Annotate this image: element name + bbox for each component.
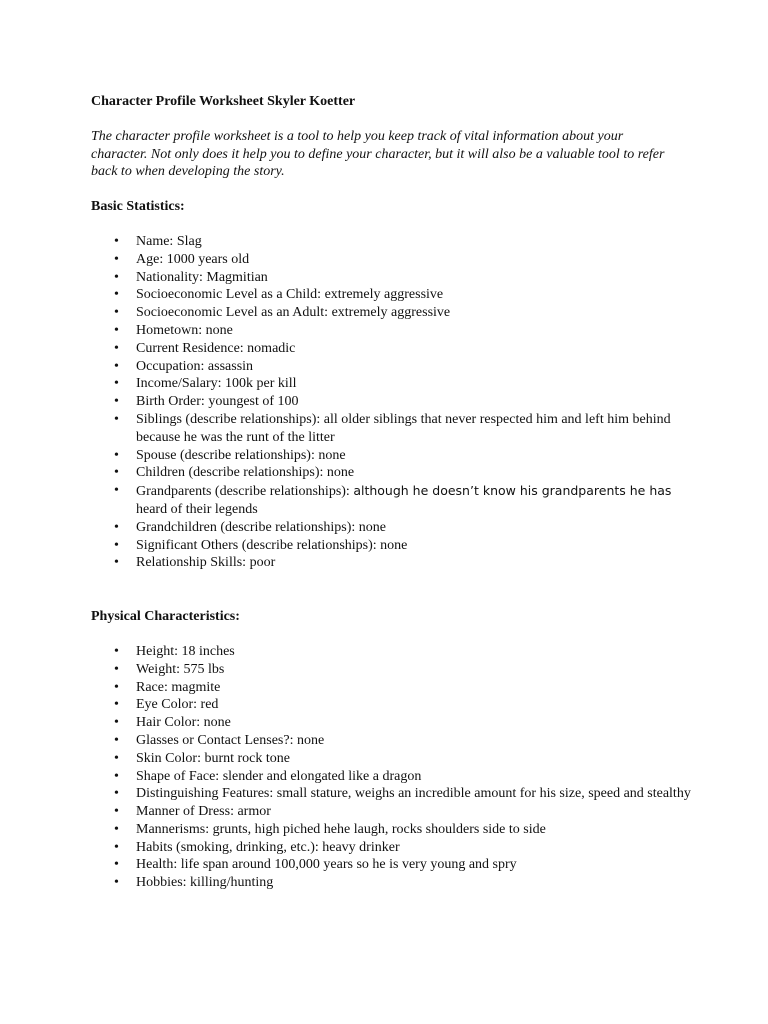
list-item-text: Manner of Dress: armor xyxy=(136,804,271,820)
list-item-text: Occupation: assassin xyxy=(136,358,254,374)
list-item xyxy=(91,269,691,287)
list-item xyxy=(91,768,691,786)
list-item xyxy=(91,393,691,411)
bullet-icon: • xyxy=(114,287,119,303)
bullet-icon: • xyxy=(114,519,119,535)
bullet-icon: • xyxy=(114,537,119,553)
list-item-text: Name: Slag xyxy=(136,233,202,249)
grandparents-answer: although he doesn’t know his grandparents he has xyxy=(353,483,672,499)
list-item xyxy=(91,251,691,269)
list-item xyxy=(91,519,691,537)
list-item-text: Height: 18 inches xyxy=(136,643,235,659)
list-item-text: Current Residence: nomadic xyxy=(136,340,296,356)
document-page xyxy=(91,93,691,892)
list-item xyxy=(91,233,691,251)
list-item-text: Eye Color: red xyxy=(136,697,219,713)
bullet-icon: • xyxy=(114,732,119,748)
basic-statistics-list xyxy=(91,233,691,572)
physical-characteristics-heading: Physical Characteristics: xyxy=(91,609,240,625)
list-item xyxy=(91,464,691,482)
physical-characteristics-list xyxy=(91,643,691,892)
list-item-text: Age: 1000 years old xyxy=(136,251,250,267)
bullet-icon: • xyxy=(114,269,119,285)
bullet-icon: • xyxy=(114,465,119,481)
bullet-icon: • xyxy=(114,750,119,766)
bullet-icon: • xyxy=(114,251,119,267)
list-item xyxy=(91,732,691,750)
list-item-text: Mannerisms: grunts, high piched hehe laugh, rocks shoulders side to side xyxy=(136,821,546,837)
list-item xyxy=(91,750,691,768)
list-item xyxy=(91,856,691,874)
bullet-icon: • xyxy=(114,340,119,356)
list-item-text: Hobbies: killing/hunting xyxy=(136,875,274,891)
bullet-icon: • xyxy=(114,875,119,891)
list-item xyxy=(91,679,691,697)
bullet-icon: • xyxy=(114,411,119,427)
bullet-icon: • xyxy=(114,394,119,410)
bullet-icon: • xyxy=(114,447,119,463)
bullet-icon: • xyxy=(114,555,119,571)
basic-statistics-heading: Basic Statistics: xyxy=(91,199,185,215)
bullet-icon: • xyxy=(114,376,119,392)
grandparents-answer-rest: heard of their legends xyxy=(136,501,258,517)
list-item-text: Glasses or Contact Lenses?: none xyxy=(136,732,325,748)
list-item-text: Race: magmite xyxy=(136,679,221,695)
bullet-icon: • xyxy=(114,821,119,837)
list-item xyxy=(91,537,691,555)
list-item xyxy=(91,785,691,803)
list-item xyxy=(91,358,691,376)
list-item-text: Grandchildren (describe relationships): none xyxy=(136,519,386,535)
grandparents-label: Grandparents (describe relationships): xyxy=(136,484,354,500)
bullet-icon: • xyxy=(114,715,119,731)
list-item-text: Socioeconomic Level as an Adult: extremely aggressive xyxy=(136,305,451,321)
list-item-text: Hair Color: none xyxy=(136,715,231,731)
list-item xyxy=(91,411,691,447)
bullet-icon: • xyxy=(114,358,119,374)
bullet-icon: • xyxy=(114,233,119,249)
document-title: Character Profile Worksheet Skyler Koetter xyxy=(91,94,356,109)
list-item-text: Children (describe relationships): none xyxy=(136,465,355,481)
bullet-icon: • xyxy=(114,857,119,873)
list-item-text: Nationality: Magmitian xyxy=(136,269,268,285)
list-item-text: Health: life span around 100,000 years so he is very young and spry xyxy=(136,857,517,873)
bullet-icon: • xyxy=(114,679,119,695)
list-item-text: Income/Salary: 100k per kill xyxy=(136,376,297,392)
list-item-text: Hometown: none xyxy=(136,322,233,338)
intro-paragraph: The character profile worksheet is a tool to help you keep track of vital information about your character. Not only does it help you to define your character, but it will also be a valuable tool to refer back to when developing the story. xyxy=(91,128,665,180)
bullet-icon: • xyxy=(114,768,119,784)
list-item xyxy=(91,803,691,821)
list-item xyxy=(91,839,691,857)
bullet-icon: • xyxy=(114,839,119,855)
list-item-text: Significant Others (describe relationships): none xyxy=(136,537,408,553)
list-item xyxy=(91,821,691,839)
list-item xyxy=(91,643,691,661)
list-item xyxy=(91,322,691,340)
list-item xyxy=(91,874,691,892)
list-item-text: Birth Order: youngest of 100 xyxy=(136,394,299,410)
list-item xyxy=(91,714,691,732)
list-item-text: Weight: 575 lbs xyxy=(136,661,225,677)
list-item xyxy=(91,447,691,465)
list-item xyxy=(91,696,691,714)
bullet-icon: • xyxy=(114,483,119,499)
bullet-icon: • xyxy=(114,643,119,659)
bullet-icon: • xyxy=(114,697,119,713)
list-item xyxy=(91,286,691,304)
list-item xyxy=(91,304,691,322)
list-item xyxy=(91,554,691,572)
list-item-text: Distinguishing Features: small stature, weighs an incredible amount for his size, speed and stealthy xyxy=(136,786,691,802)
list-item-text: Siblings (describe relationships): all older siblings that never respected him and left him behind because he was the runt of the litter xyxy=(136,411,671,445)
list-item xyxy=(91,375,691,393)
list-item-text: Relationship Skills: poor xyxy=(136,555,276,571)
list-item xyxy=(91,661,691,679)
bullet-icon: • xyxy=(114,322,119,338)
list-item-text: Shape of Face: slender and elongated like a dragon xyxy=(136,768,422,784)
bullet-icon: • xyxy=(114,305,119,321)
bullet-icon: • xyxy=(114,661,119,677)
list-item-text: Socioeconomic Level as a Child: extremely aggressive xyxy=(136,287,444,303)
bullet-icon: • xyxy=(114,786,119,802)
list-item-text: Spouse (describe relationships): none xyxy=(136,447,346,463)
list-item-text: Habits (smoking, drinking, etc.): heavy drinker xyxy=(136,839,400,855)
bullet-icon: • xyxy=(114,804,119,820)
list-item-text: Skin Color: burnt rock tone xyxy=(136,750,290,766)
list-item xyxy=(91,482,691,519)
list-item xyxy=(91,340,691,358)
